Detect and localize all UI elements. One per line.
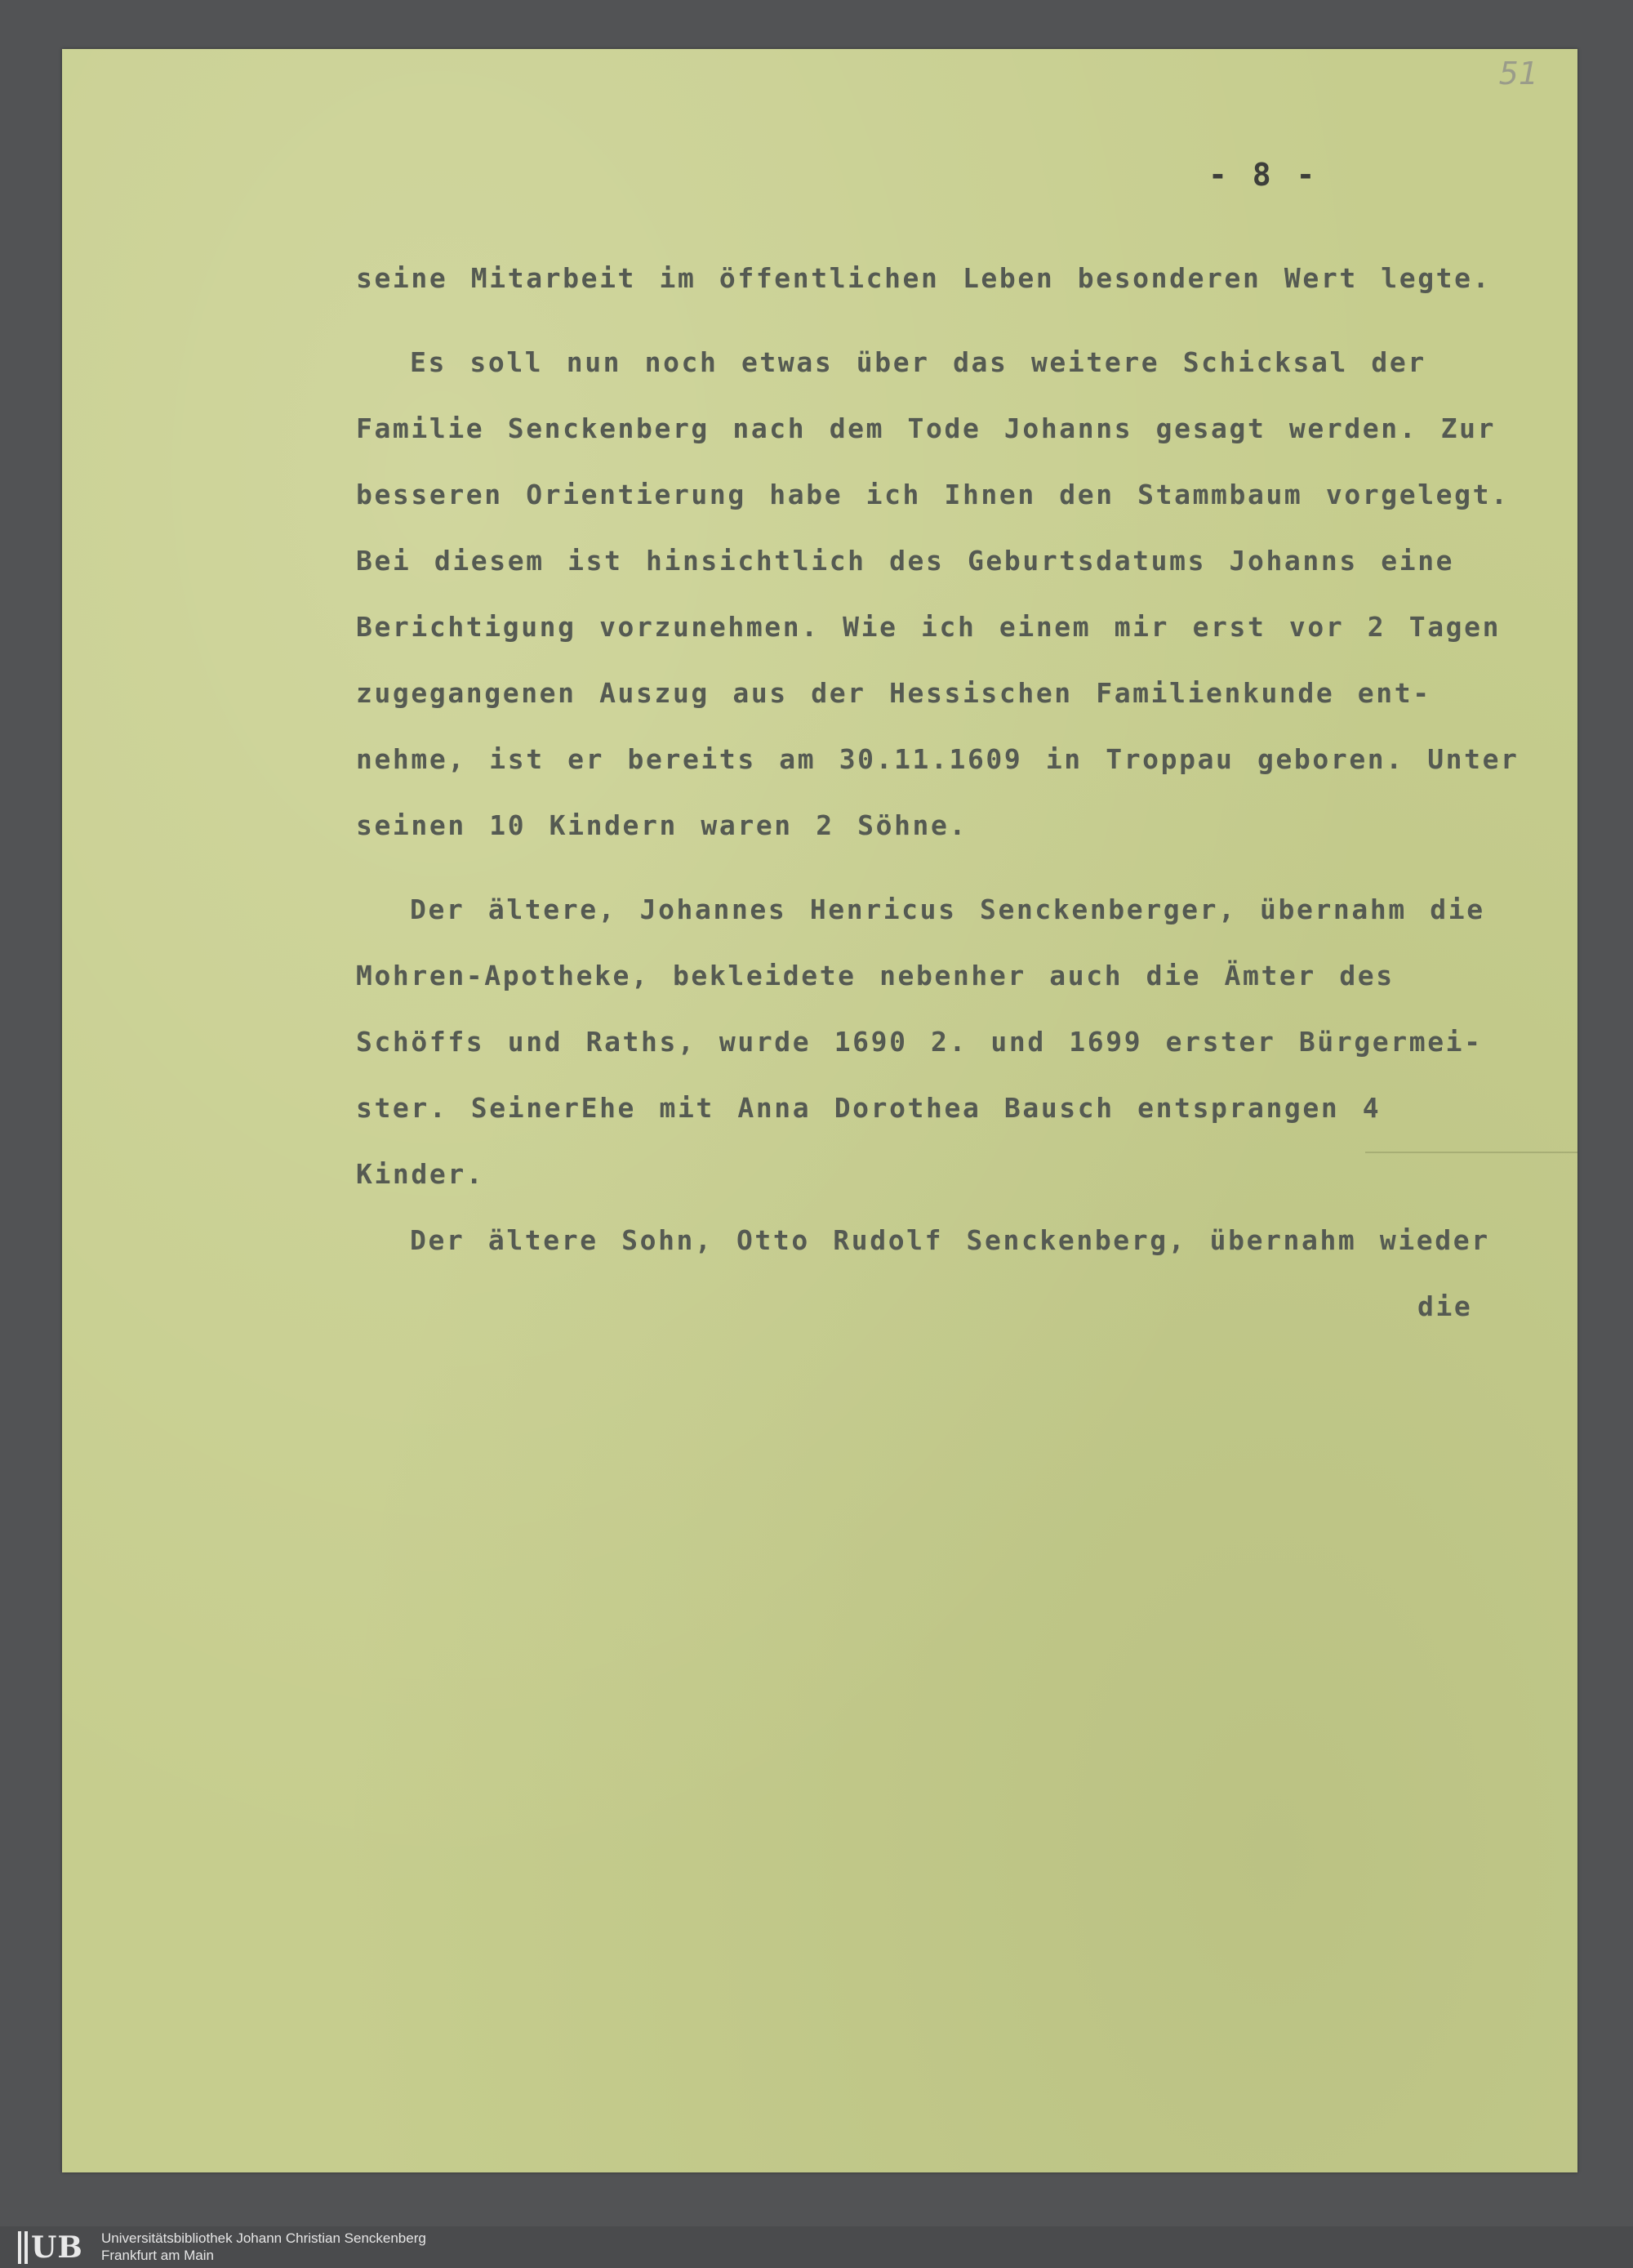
text-line: besseren Orientierung habe ich Ihnen den Stammbaum vorgelegt.	[356, 479, 1510, 510]
logo-bar-icon	[18, 2231, 21, 2264]
text-line: Der ältere Sohn, Otto Rudolf Senckenberg, übernahm wieder	[410, 1224, 1490, 1256]
folio-mark: 51	[1498, 56, 1538, 91]
institution-name: Universitätsbibliothek Johann Christian Senckenberg	[101, 2230, 426, 2246]
typed-text-body	[356, 245, 1524, 1339]
catchword: die	[1417, 1290, 1473, 1322]
page-number: - 8 -	[1208, 157, 1319, 193]
logo-bar-icon	[24, 2231, 28, 2264]
footer-credit	[101, 2230, 426, 2264]
text-line: Es soll nun noch etwas über das weitere Schicksal der	[410, 346, 1426, 378]
text-line: Mohren-Apotheke, bekleidete nebenher auch die Ämter des	[356, 960, 1395, 991]
text-line: zugegangenen Auszug aus der Hessischen Familienkunde ent-	[356, 677, 1431, 709]
text-line: nehme, ist er bereits am 30.11.1609 in Troppau geboren. Unter	[356, 743, 1520, 775]
text-line: Berichtigung vorzunehmen. Wie ich einem mir erst vor 2 Tagen	[356, 611, 1502, 643]
text-line: seine Mitarbeit im öffentlichen Leben besonderen Wert legte.	[356, 262, 1492, 294]
text-line: Bei diesem ist hinsichtlich des Geburtsdatums Johanns eine	[356, 545, 1455, 577]
institution-location: Frankfurt am Main	[101, 2248, 214, 2263]
text-line: Familie Senckenberg nach dem Tode Johanns gesagt werden. Zur	[356, 412, 1497, 444]
text-line: Der ältere, Johannes Henricus Senckenberger, übernahm die	[410, 893, 1485, 925]
text-line: Schöffs und Raths, wurde 1690 2. und 1699 erster Bürgermei-	[356, 1026, 1483, 1058]
text-line: seinen 10 Kindern waren 2 Söhne.	[356, 809, 968, 841]
text-line: ster. SeinerEhe mit Anna Dorothea Bausch entsprangen 4	[356, 1092, 1382, 1124]
logo-text: UB	[31, 2230, 83, 2265]
text-line: Kinder.	[356, 1158, 485, 1190]
ub-logo	[18, 2230, 83, 2266]
